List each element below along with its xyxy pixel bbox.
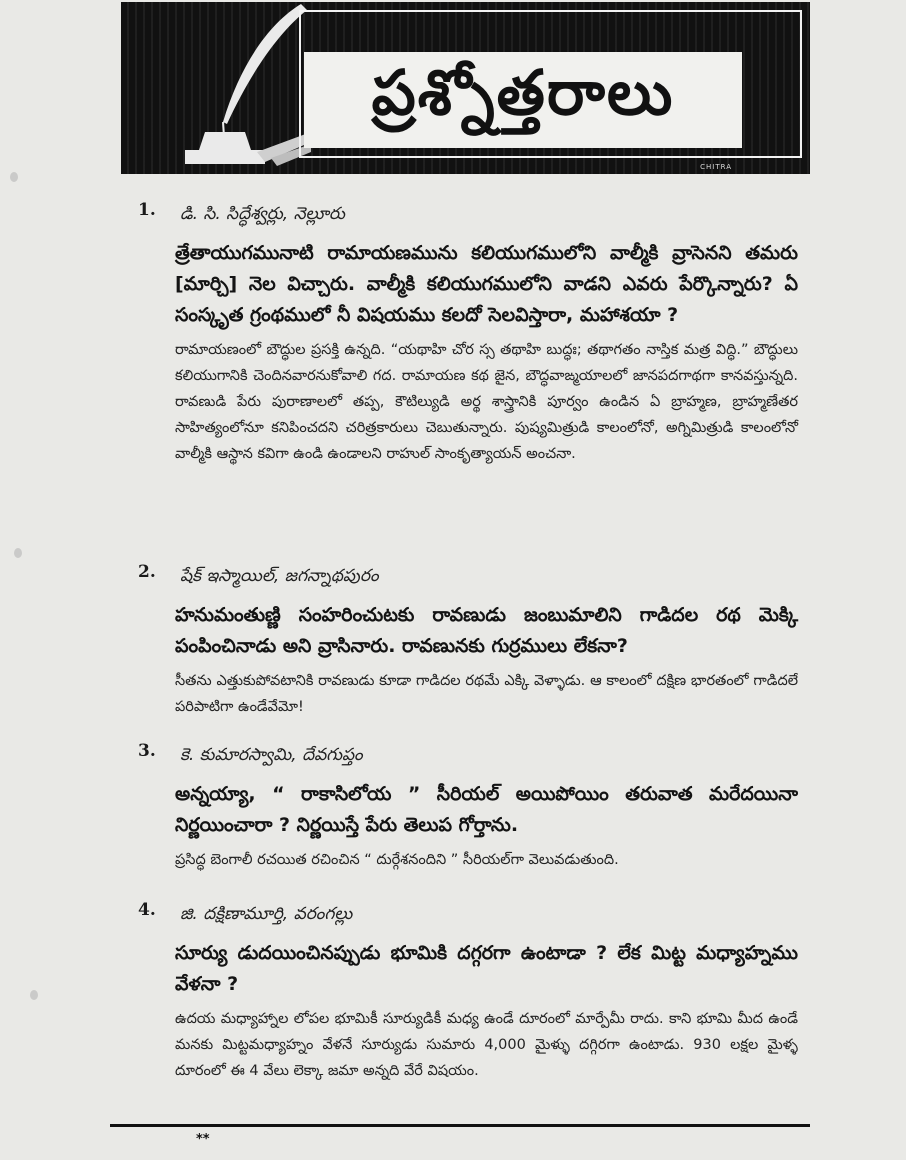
scan-speck — [14, 548, 22, 558]
qa-number: 4. — [138, 900, 156, 920]
qa-question: త్రేతాయుగమునాటి రామాయణమును కలియుగములోని వాల్మీకి వ్రాసెనని తమరు [మార్చి] నెల విచ్చారు. వాల్మీకి కలియుగములోని వాడని ఎవరు పేర్కొన్నారు? ఏ సంస్కృత గ్రంథములో నీ విషయము కలదో సెలవిస్తారా, మహాశయా ? — [175, 242, 798, 326]
qa-answer: సీతను ఎత్తుకుపోవటానికి రావణుడు కూడా గాడిదల రథమే ఎక్కి వెళ్ళాడు. ఆ కాలంలో దక్షిణ భారతంలో గాడిదలే పరిపాటిగా ఉండేవేమో! — [175, 673, 798, 715]
qa-number: 2. — [138, 562, 156, 582]
qa-item-4 — [138, 900, 798, 1084]
qa-number: 1. — [138, 200, 156, 220]
qa-item-2 — [138, 562, 798, 720]
qa-asker: జి. దక్షిణామూర్తి, వరంగల్లు — [180, 904, 353, 924]
qa-question: సూర్యు డుదయించినప్పుడు భూమికి దగ్గరగా ఉంటాడా ? లేక మిట్ట మధ్యాహ్నము వేళనా ? — [175, 942, 798, 995]
qa-asker: కె. కుమారస్వామి, దేవగుప్తం — [180, 745, 363, 765]
qa-item-3 — [138, 741, 798, 873]
qa-answer: రామాయణంలో బౌద్ధుల ప్రసక్తి ఉన్నది. “యథాహి చోర స్స తథాహి బుద్ధః; తథాగతం నాస్తిక మత్ర విద్ధి.” బౌద్ధులు కలియుగానికి చెందినవారనుకోవాలి గద. రామాయణ కథ జైన, బౌద్ధవాఙ్మయాలలో జానపదగాథగా కానవస్తున్నది. రావణుడి పేరు పురాణాలలో తప్ప, కౌటిల్యుడి అర్థ శాస్త్రానికి పూర్వం ఉండిన ఏ బ్రాహ్మణ, బ్రాహ్మణేతర సాహిత్యంలోనూ కనిపించదని చరిత్రకారులు చెబుతున్నారు. పుష్యమిత్రుడి కాలంలోనో, అగ్నిమిత్రుడి కాలంలోనో వాల్మీకి ఆస్థాన కవిగా ఉండి ఉండాలని రాహుల్ సాంకృత్యాయన్ అంచనా. — [175, 342, 798, 462]
footer-marker: ** — [196, 1132, 210, 1147]
bottom-rule — [110, 1124, 810, 1127]
scan-speck — [30, 990, 38, 1000]
qa-answer: ఉదయ మధ్యాహ్నాల లోపల భూమికీ సూర్యుడికీ మధ్య ఉండే దూరంలో మార్పేమీ రాదు. కాని భూమి మీద ఉండే మనకు మిట్టమధ్యాహ్నం వేళనే సూర్యుడు సుమారు 4,000 మైళ్ళు దగ్గిరగా ఉంటాడు. 930 లక్షల మైళ్ళ దూరంలో ఈ 4 వేలు లెక్కా జమా అన్నది వేరే విషయం. — [175, 1011, 798, 1079]
scan-speck — [10, 172, 18, 182]
qa-answer: ప్రసిద్ధ బెంగాలీ రచయిత రచించిన “ దుర్గేశనందిని ” సీరియల్‌గా వెలువడుతుంది. — [175, 852, 619, 868]
header-banner — [121, 2, 810, 174]
title-box — [304, 52, 742, 148]
qa-number: 3. — [138, 741, 156, 761]
qa-item-1 — [138, 200, 798, 467]
qa-question: అన్నయ్యా, “ రాకాసిలోయ ” సీరియల్ అయిపోయిం తరువాత మరేదయినా నిర్ణయించారా ? నిర్ణయిస్తే పేరు తెలుప గోర్తాను. — [175, 783, 798, 836]
brand-signature: CHITRA — [700, 163, 732, 171]
qa-asker: డి. సి. సిద్ధేశ్వర్లు, నెల్లూరు — [180, 204, 345, 224]
qa-question: హనుమంతుణ్ణి సంహరించుటకు రావణుడు జంబుమాలిని గాడిదల రథ మెక్కి పంపించినాడు అని వ్రాసినారు. రావణునకు గుర్రములు లేకనా? — [175, 604, 798, 657]
qa-asker: షేక్ ఇస్మాయిల్, జగన్నాథపురం — [180, 566, 379, 586]
page-title: ప్రశ్నోత్తరాలు — [371, 56, 675, 129]
quill-inkpot-icon — [161, 2, 311, 174]
